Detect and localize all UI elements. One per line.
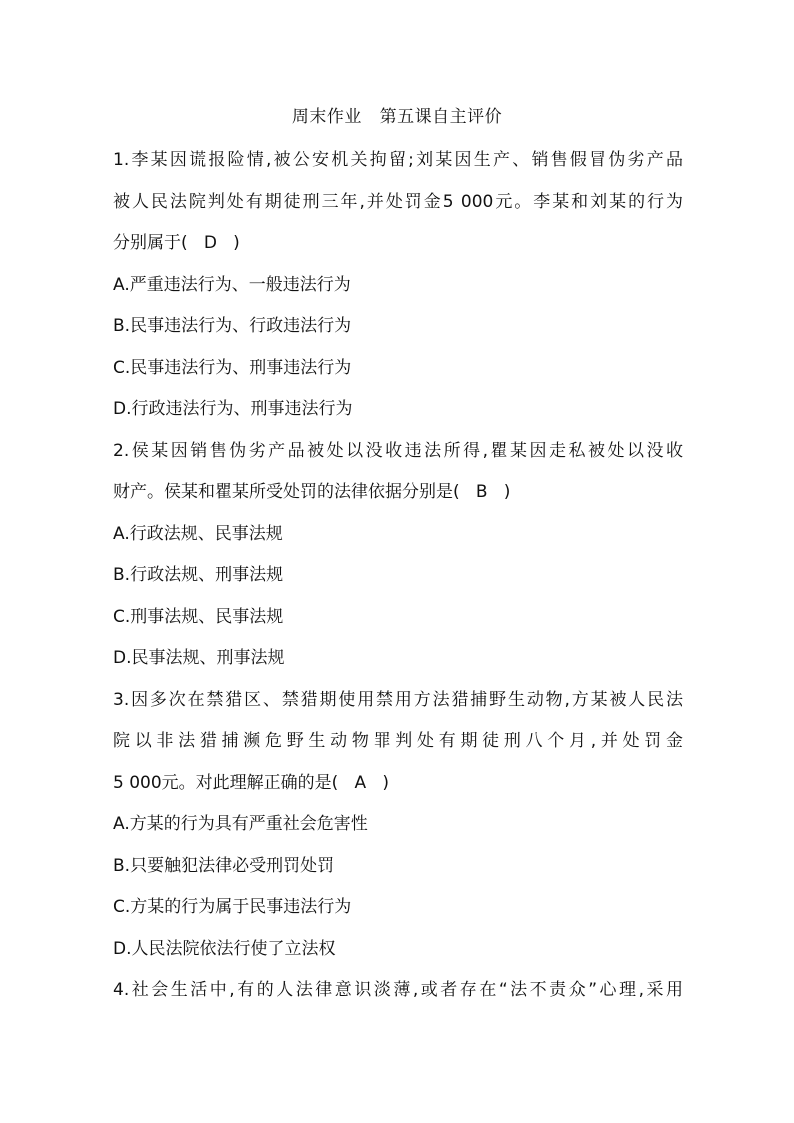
question-2-stem-line-2: 财产。侯某和瞿某所受处罚的法律依据分别是( B ) [113,482,511,502]
question-1 [113,146,683,437]
question-1-stem-line-3: 分别属于( D ) [113,233,240,253]
question-2 [113,437,683,686]
question-1-stem-line-2: 被人民法院判处有期徒刑三年,并处罚金5 000元。李某和刘某的行为 [113,191,683,212]
question-2-option-b: B.行政法规、刑事法规 [113,565,284,585]
question-1-option-d: D.行政违法行为、刑事违法行为 [113,399,353,419]
question-1-option-c: C.民事违法行为、刑事违法行为 [113,357,352,378]
question-3 [113,686,683,977]
question-1-stem-line-1: 1.李某因谎报险情,被公安机关拘留;刘某因生产、销售假冒伪劣产品 [113,150,683,170]
question-1-option-b: B.民事违法行为、行政违法行为 [113,316,352,336]
question-2-option-d: D.民事法规、刑事法规 [113,648,285,668]
question-1-option-a: A.严重违法行为、一般违法行为 [113,274,351,295]
question-3-stem-line-3: 5 000元。对此理解正确的是( A ) [113,772,389,793]
question-4-stem-line-1: 4.社会生活中,有的人法律意识淡薄,或者存在“法不责众”心理,采用 [113,980,683,1000]
question-4 [113,976,683,1018]
question-3-stem-line-2: 院以非法猎捕濒危野生动物罪判处有期徒刑八个月,并处罚金 [113,731,683,751]
question-3-option-a: A.方某的行为具有严重社会危害性 [113,814,368,834]
question-list [113,146,683,1018]
question-3-option-c: C.方某的行为属于民事违法行为 [113,897,352,917]
question-3-option-d: D.人民法院依法行使了立法权 [113,938,336,959]
question-2-option-a: A.行政法规、民事法规 [113,523,283,544]
page-title: 周末作业 第五课自主评价 [291,107,503,127]
question-2-option-c: C.刑事法规、民事法规 [113,606,284,627]
question-3-option-b: B.只要触犯法律必受刑罚处罚 [113,855,335,876]
question-3-stem-line-1: 3.因多次在禁猎区、禁猎期使用禁用方法猎捕野生动物,方某被人民法 [113,689,683,710]
question-2-stem-line-1: 2.侯某因销售伪劣产品被处以没收违法所得,瞿某因走私被处以没收 [113,440,683,461]
